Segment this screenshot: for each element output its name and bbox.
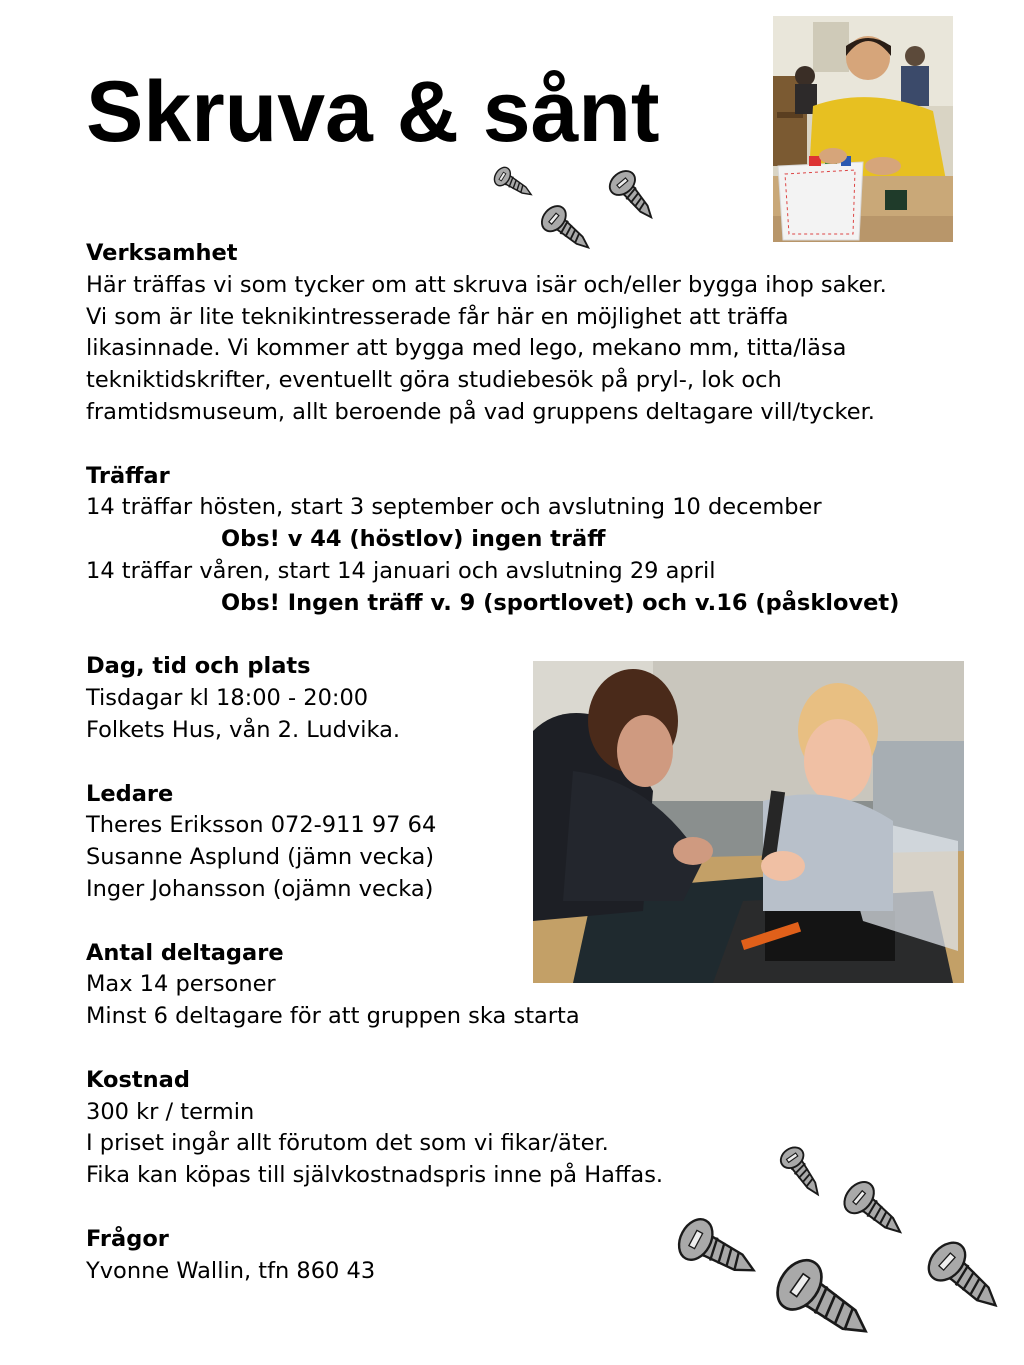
verksamhet-line: framtidsmuseum, allt beroende på vad gruppens deltagare vill/tycker. <box>86 398 875 425</box>
verksamhet-line: Här träffas vi som tycker om att skruva isär och/eller bygga ihop saker. <box>86 271 887 298</box>
ledare-item: Inger Johansson (ojämn vecka) <box>86 875 434 902</box>
heading-fragor: Frågor <box>86 1225 169 1252</box>
photo-man-building <box>773 16 953 242</box>
verksamhet-line: Vi som är lite teknikintresserade får här en möjlighet att träffa <box>86 303 789 330</box>
heading-kostnad: Kostnad <box>86 1066 190 1093</box>
dag-time: Tisdagar kl 18:00 - 20:00 <box>86 685 369 712</box>
screw-icon <box>478 168 522 216</box>
section-dag-tid-plats <box>86 651 1006 746</box>
heading-dag-tid-plats: Dag, tid och plats <box>86 653 311 680</box>
heading-traffar: Träffar <box>86 462 170 489</box>
traffar-spring: 14 träffar våren, start 14 januari och avslutning 29 april <box>86 557 716 584</box>
section-fragor <box>86 1224 1006 1288</box>
verksamhet-line: tekniktidskrifter, eventuellt göra studiebesök på pryl-, lok och <box>86 367 782 394</box>
section-traffar <box>86 461 1006 620</box>
heading-verksamhet: Verksamhet <box>86 240 238 266</box>
kostnad-line: I priset ingår allt förutom det som vi fikar/äter. <box>86 1130 609 1157</box>
antal-line: Max 14 personer <box>86 971 276 998</box>
antal-line: Minst 6 deltagare för att gruppen ska starta <box>86 1003 580 1030</box>
ledare-item: Theres Eriksson 072-911 97 64 <box>86 812 437 839</box>
fragor-contact: Yvonne Wallin, tfn 860 43 <box>86 1257 376 1284</box>
section-antal-deltagare <box>86 938 1006 1033</box>
page-title: Skruva & sånt <box>86 64 660 160</box>
dag-place: Folkets Hus, vån 2. Ludvika. <box>86 716 401 743</box>
ledare-item: Susanne Asplund (jämn vecka) <box>86 844 435 871</box>
kostnad-line: Fika kan köpas till självkostnadspris inne på Haffas. <box>86 1162 664 1189</box>
kostnad-line: 300 kr / termin <box>86 1098 255 1125</box>
verksamhet-line: likasinnade. Vi kommer att bygga med lego, mekano mm, titta/läsa <box>86 335 847 362</box>
traffar-spring-note: Obs! Ingen träff v. 9 (sportlovet) och v.16 (påsklovet) <box>221 589 900 616</box>
screw-icon <box>592 154 648 210</box>
section-ledare <box>86 779 1006 906</box>
heading-ledare: Ledare <box>86 780 174 807</box>
heading-antal-deltagare: Antal deltagare <box>86 939 284 966</box>
traffar-autumn: 14 träffar hösten, start 3 september och avslutning 10 december <box>86 494 822 521</box>
info-body <box>86 238 1006 1319</box>
traffar-autumn-note: Obs! v 44 (höstlov) ingen träff <box>221 526 606 553</box>
section-kostnad <box>86 1065 1006 1192</box>
section-verksamhet <box>86 238 1006 429</box>
